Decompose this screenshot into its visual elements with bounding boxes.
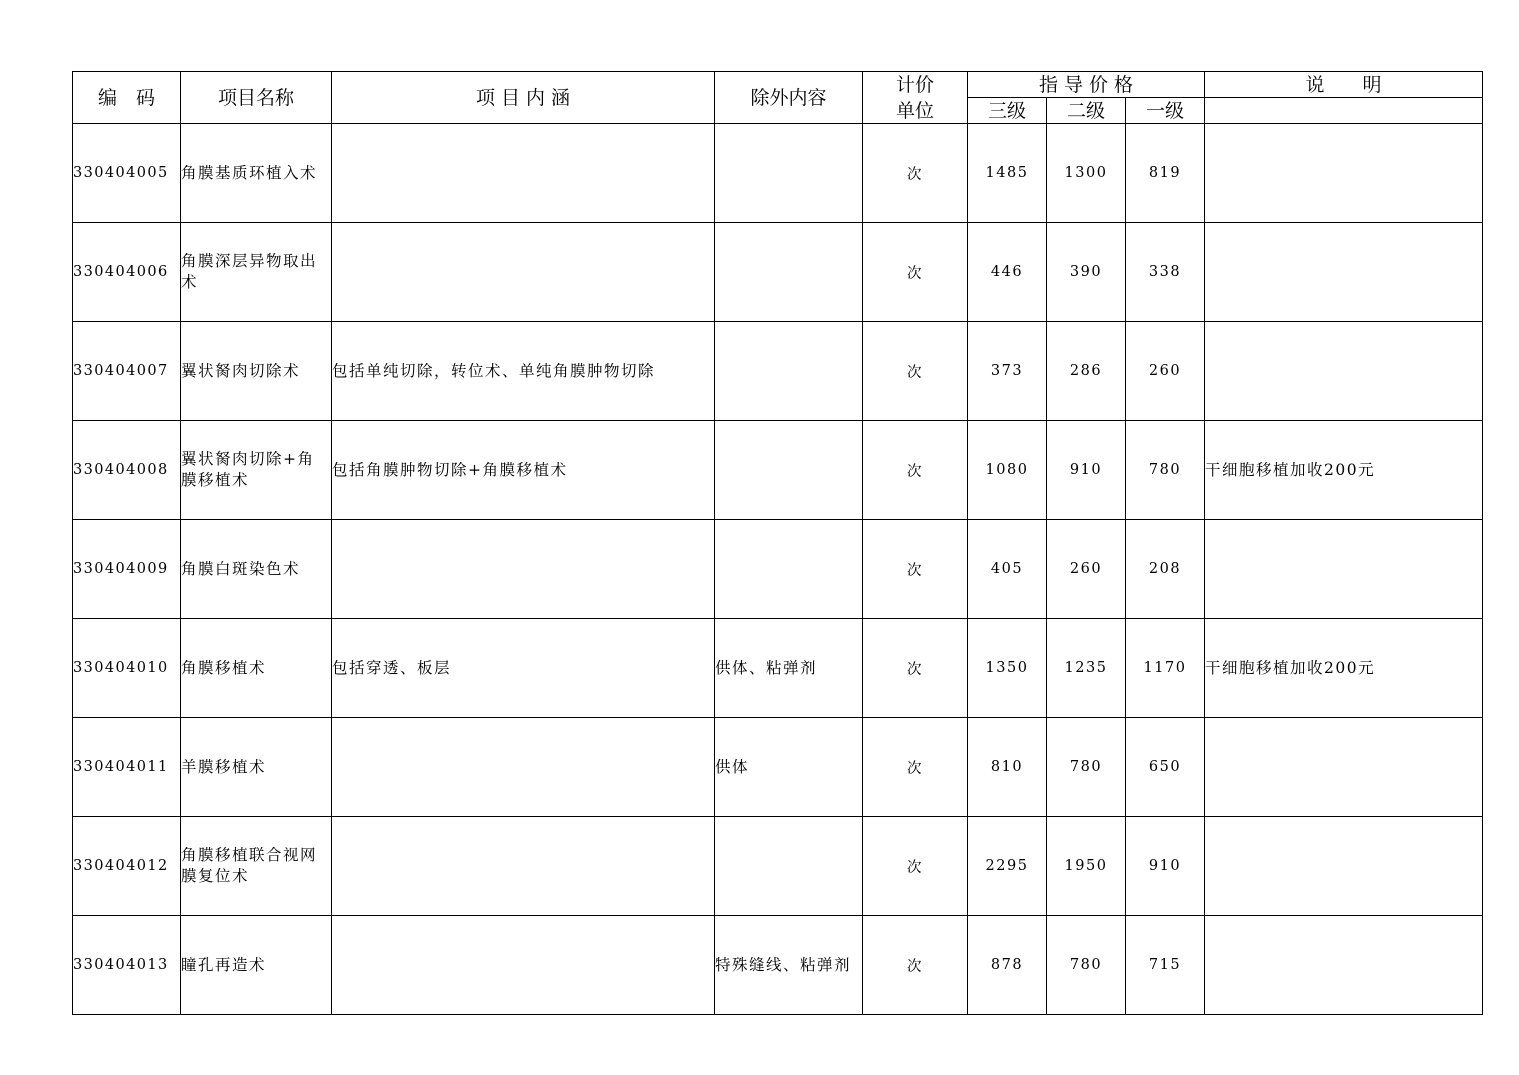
cell-price-level1: 819	[1126, 124, 1205, 223]
cell-price-level2: 910	[1047, 421, 1126, 520]
cell-price-level1: 1170	[1126, 619, 1205, 718]
cell-excluded	[715, 520, 863, 619]
cell-name: 翼状胬肉切除+角膜移植术	[181, 421, 332, 520]
header-content: 项 目 内 涵	[332, 72, 715, 124]
cell-price-level1: 338	[1126, 223, 1205, 322]
price-table	[72, 71, 1482, 1012]
cell-price-level3: 878	[968, 916, 1047, 1015]
cell-name: 羊膜移植术	[181, 718, 332, 817]
cell-price-level2: 286	[1047, 322, 1126, 421]
cell-name: 角膜移植术	[181, 619, 332, 718]
cell-unit: 次	[863, 619, 968, 718]
cell-unit: 次	[863, 520, 968, 619]
cell-price-level1: 650	[1126, 718, 1205, 817]
cell-code: 330404005	[73, 124, 181, 223]
cell-content	[332, 817, 715, 916]
header-name: 项目名称	[181, 72, 332, 124]
cell-name: 角膜深层异物取出术	[181, 223, 332, 322]
cell-unit: 次	[863, 718, 968, 817]
cell-code: 330404011	[73, 718, 181, 817]
cell-price-level3: 405	[968, 520, 1047, 619]
cell-unit: 次	[863, 916, 968, 1015]
cell-code: 330404013	[73, 916, 181, 1015]
cell-price-level1: 260	[1126, 322, 1205, 421]
cell-price-level1: 910	[1126, 817, 1205, 916]
cell-name: 瞳孔再造术	[181, 916, 332, 1015]
header-code: 编 码	[73, 72, 181, 124]
cell-note	[1205, 718, 1483, 817]
cell-content: 包括单纯切除，转位术、单纯角膜肿物切除	[332, 322, 715, 421]
cell-name: 角膜基质环植入术	[181, 124, 332, 223]
table-row	[73, 520, 1483, 619]
cell-excluded: 供体	[715, 718, 863, 817]
cell-price-level3: 2295	[968, 817, 1047, 916]
header-unit-line1: 计价	[895, 74, 934, 96]
cell-unit: 次	[863, 124, 968, 223]
cell-price-level2: 780	[1047, 916, 1126, 1015]
cell-price-level1: 780	[1126, 421, 1205, 520]
cell-note	[1205, 520, 1483, 619]
cell-price-level2: 390	[1047, 223, 1126, 322]
cell-unit: 次	[863, 322, 968, 421]
table-row	[73, 817, 1483, 916]
cell-price-level2: 780	[1047, 718, 1126, 817]
cell-content: 包括穿透、板层	[332, 619, 715, 718]
cell-note	[1205, 124, 1483, 223]
cell-content	[332, 916, 715, 1015]
cell-code: 330404012	[73, 817, 181, 916]
cell-code: 330404010	[73, 619, 181, 718]
cell-price-level2: 1950	[1047, 817, 1126, 916]
cell-excluded: 特殊缝线、粘弹剂	[715, 916, 863, 1015]
cell-code: 330404009	[73, 520, 181, 619]
cell-note	[1205, 223, 1483, 322]
cell-price-level2: 260	[1047, 520, 1126, 619]
cell-price-level2: 1235	[1047, 619, 1126, 718]
cell-price-level1: 715	[1126, 916, 1205, 1015]
header-note: 说 明	[1205, 72, 1483, 98]
cell-content	[332, 520, 715, 619]
cell-price-level3: 1485	[968, 124, 1047, 223]
cell-note	[1205, 322, 1483, 421]
header-guide-price: 指 导 价 格	[968, 72, 1205, 98]
cell-unit: 次	[863, 817, 968, 916]
cell-content	[332, 223, 715, 322]
cell-excluded	[715, 817, 863, 916]
cell-name: 翼状胬肉切除术	[181, 322, 332, 421]
header-level1: 一级	[1126, 98, 1205, 124]
cell-content: 包括角膜肿物切除+角膜移植术	[332, 421, 715, 520]
cell-code: 330404006	[73, 223, 181, 322]
cell-excluded	[715, 421, 863, 520]
cell-price-level2: 1300	[1047, 124, 1126, 223]
cell-excluded	[715, 223, 863, 322]
cell-note: 干细胞移植加收200元	[1205, 619, 1483, 718]
table-row	[73, 916, 1483, 1015]
cell-price-level3: 446	[968, 223, 1047, 322]
cell-content	[332, 718, 715, 817]
table-row	[73, 619, 1483, 718]
cell-note: 干细胞移植加收200元	[1205, 421, 1483, 520]
cell-price-level3: 1350	[968, 619, 1047, 718]
table-row	[73, 718, 1483, 817]
header-level3: 三级	[968, 98, 1047, 124]
cell-excluded	[715, 124, 863, 223]
table-row	[73, 124, 1483, 223]
table-row	[73, 421, 1483, 520]
header-level2: 二级	[1047, 98, 1126, 124]
cell-price-level3: 810	[968, 718, 1047, 817]
cell-note	[1205, 817, 1483, 916]
header-excluded: 除外内容	[715, 72, 863, 124]
cell-code: 330404008	[73, 421, 181, 520]
table-row	[73, 223, 1483, 322]
cell-name: 角膜移植联合视网膜复位术	[181, 817, 332, 916]
cell-code: 330404007	[73, 322, 181, 421]
cell-name: 角膜白斑染色术	[181, 520, 332, 619]
cell-unit: 次	[863, 421, 968, 520]
cell-price-level3: 373	[968, 322, 1047, 421]
cell-price-level3: 1080	[968, 421, 1047, 520]
cell-excluded	[715, 322, 863, 421]
header-unit-line2: 单位	[895, 100, 934, 122]
cell-content	[332, 124, 715, 223]
cell-note	[1205, 916, 1483, 1015]
cell-unit: 次	[863, 223, 968, 322]
header-note-sub	[1205, 98, 1483, 124]
table-row	[73, 322, 1483, 421]
cell-excluded: 供体、粘弹剂	[715, 619, 863, 718]
cell-price-level1: 208	[1126, 520, 1205, 619]
header-unit	[863, 72, 968, 124]
